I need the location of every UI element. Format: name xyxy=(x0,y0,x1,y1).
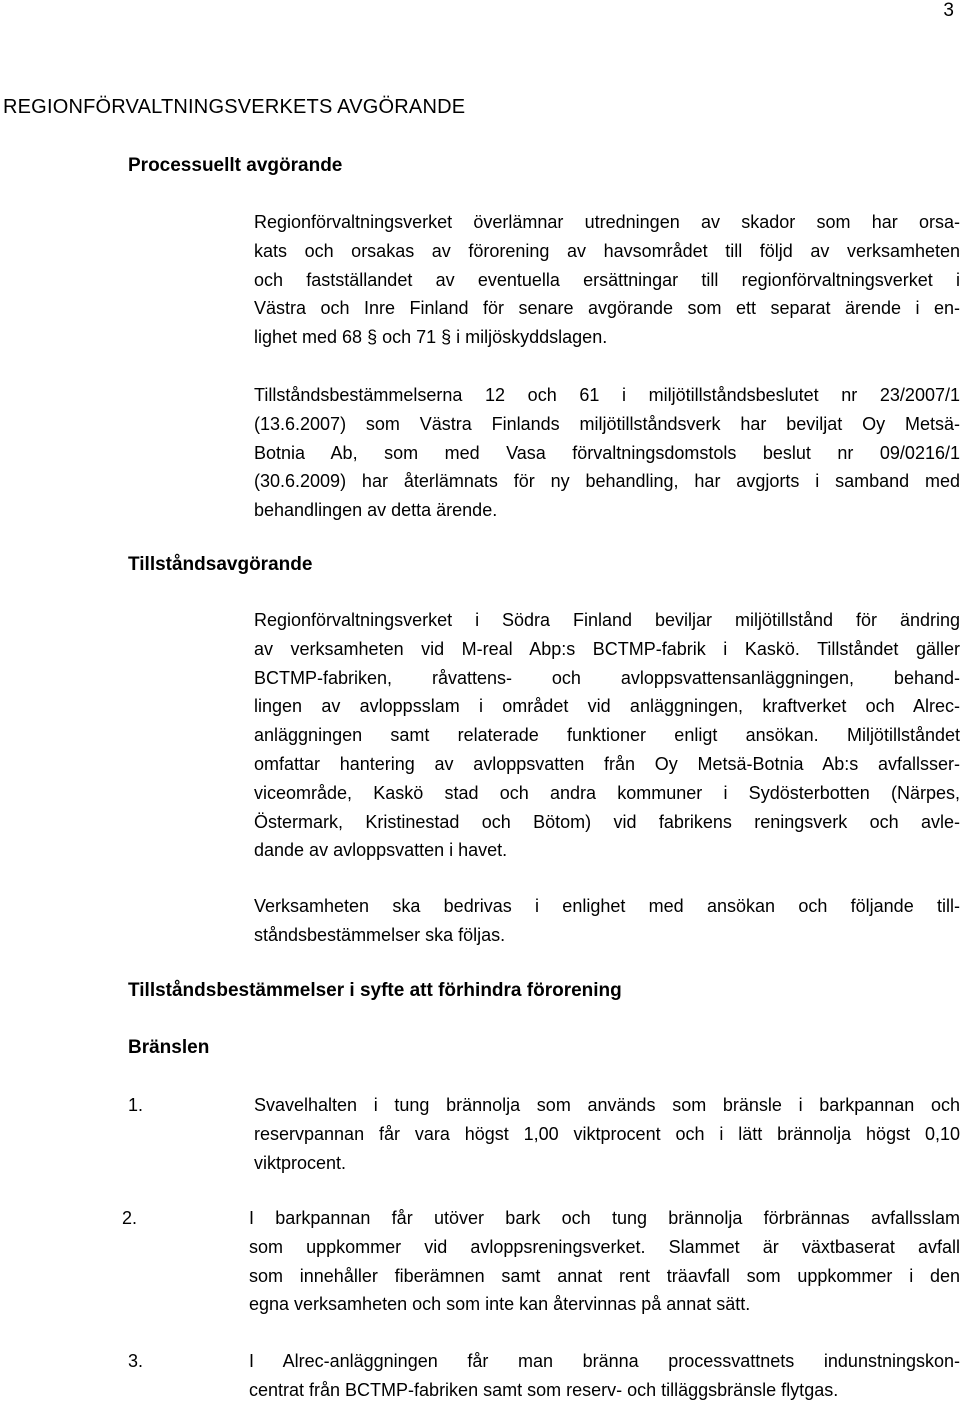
page-number: 3 xyxy=(943,0,954,21)
text-line: omfattar hantering av avloppsvatten från Oy Metsä-Botnia Ab:s avfallsser- xyxy=(254,753,960,774)
heading-processuellt-avgorande: Processuellt avgörande xyxy=(128,155,343,176)
text-line: som uppkommer vid avloppsreningsverket. Slammet är växtbaserat avfall xyxy=(249,1236,960,1257)
item-number-1: 1. xyxy=(128,1095,144,1115)
paragraph-tillstand-2 xyxy=(254,892,960,950)
text-line: Regionförvaltningsverket överlämnar utredningen av skador som har orsa- xyxy=(254,212,960,232)
text-line: dande av avloppsvatten i havet. xyxy=(254,840,508,861)
text-line: Östermark, Kristinestad och Bötom) vid fabrikens reningsverk och avle- xyxy=(254,811,960,832)
text-line: lingen av avloppsslam i området vid anläggningen, kraftverket och Alrec- xyxy=(254,696,960,717)
text-line: kats och orsakas av förorening av havsområdet till följd av verksamheten xyxy=(254,240,960,261)
text-line: Västra och Inre Finland för senare avgörande som ett separat ärende i en- xyxy=(254,298,960,319)
text-line: Botnia Ab, som med Vasa förvaltningsdomstols beslut nr 09/0216/1 xyxy=(254,442,960,463)
text-line: Regionförvaltningsverket i Södra Finland beviljar miljötillstånd för ändring xyxy=(254,610,960,630)
text-line: anläggningen samt relaterade funktioner enligt ansökan. Miljötillståndet xyxy=(254,725,960,746)
heading-branslen: Bränslen xyxy=(128,1037,210,1058)
text-line: Tillståndsbestämmelserna 12 och 61 i miljötillståndsbeslutet nr 23/2007/1 xyxy=(254,385,960,405)
text-line: och fastställandet av eventuella ersättningar till regionförvaltningsverket i xyxy=(254,269,960,290)
text-line: reservpannan får vara högst 1,00 viktprocent och i lätt brännolja högst 0,10 xyxy=(254,1123,960,1144)
text-line: egna verksamheten och som inte kan återvinnas på annat sätt. xyxy=(249,1294,751,1315)
text-line: av verksamheten vid M-real Abp:s BCTMP-fabrik i Kaskö. Tillståndet gäller xyxy=(254,638,960,659)
text-line: som innehåller fiberämnen samt annat rent träavfall som uppkommer i den xyxy=(249,1265,960,1286)
item-number-2: 2. xyxy=(122,1208,138,1228)
heading-tillstandsbestammelser-fororening: Tillståndsbestämmelser i syfte att förhindra förorening xyxy=(128,980,622,1001)
text-line: (30.6.2009) har återlämnats för ny behandling, har avgjorts i samband med xyxy=(254,471,960,492)
text-line: Svavelhalten i tung brännolja som används som bränsle i barkpannan och xyxy=(254,1095,960,1115)
item-number-3: 3. xyxy=(128,1351,144,1371)
text-line: BCTMP-fabriken, råvattens- och avloppsvattensanläggningen, behand- xyxy=(254,667,960,688)
text-line: Verksamheten ska bedrivas i enlighet med ansökan och följande till- xyxy=(254,896,960,916)
heading-tillstandsavgorande: Tillståndsavgörande xyxy=(128,554,313,575)
text-line: I barkpannan får utöver bark och tung brännolja förbrännas avfallsslam xyxy=(249,1208,960,1228)
item-text-3 xyxy=(249,1347,960,1405)
text-line: viktprocent. xyxy=(254,1152,347,1173)
paragraph-processuellt-1 xyxy=(254,208,960,352)
text-line: behandlingen av detta ärende. xyxy=(254,500,498,521)
paragraph-processuellt-2 xyxy=(254,381,960,525)
text-line: centrat från BCTMP-fabriken samt som reserv- och tilläggsbränsle flytgas. xyxy=(249,1379,839,1400)
text-line: I Alrec-anläggningen får man bränna processvattnets indunstningskon- xyxy=(249,1351,960,1371)
paragraph-tillstand-1 xyxy=(254,606,960,865)
text-line: viceområde, Kaskö stad och andra kommuner i Sydösterbotten (Närpes, xyxy=(254,782,960,803)
item-text-2 xyxy=(249,1204,960,1319)
text-line: lighet med 68 § och 71 § i miljöskyddslagen. xyxy=(254,327,608,348)
item-text-1 xyxy=(254,1091,960,1177)
main-heading: REGIONFÖRVALTNINGSVERKETS AVGÖRANDE xyxy=(3,96,466,118)
text-line: (13.6.2007) som Västra Finlands miljötillståndsverk har beviljat Oy Metsä- xyxy=(254,413,960,434)
text-line: ståndsbestämmelser ska följas. xyxy=(254,924,506,945)
